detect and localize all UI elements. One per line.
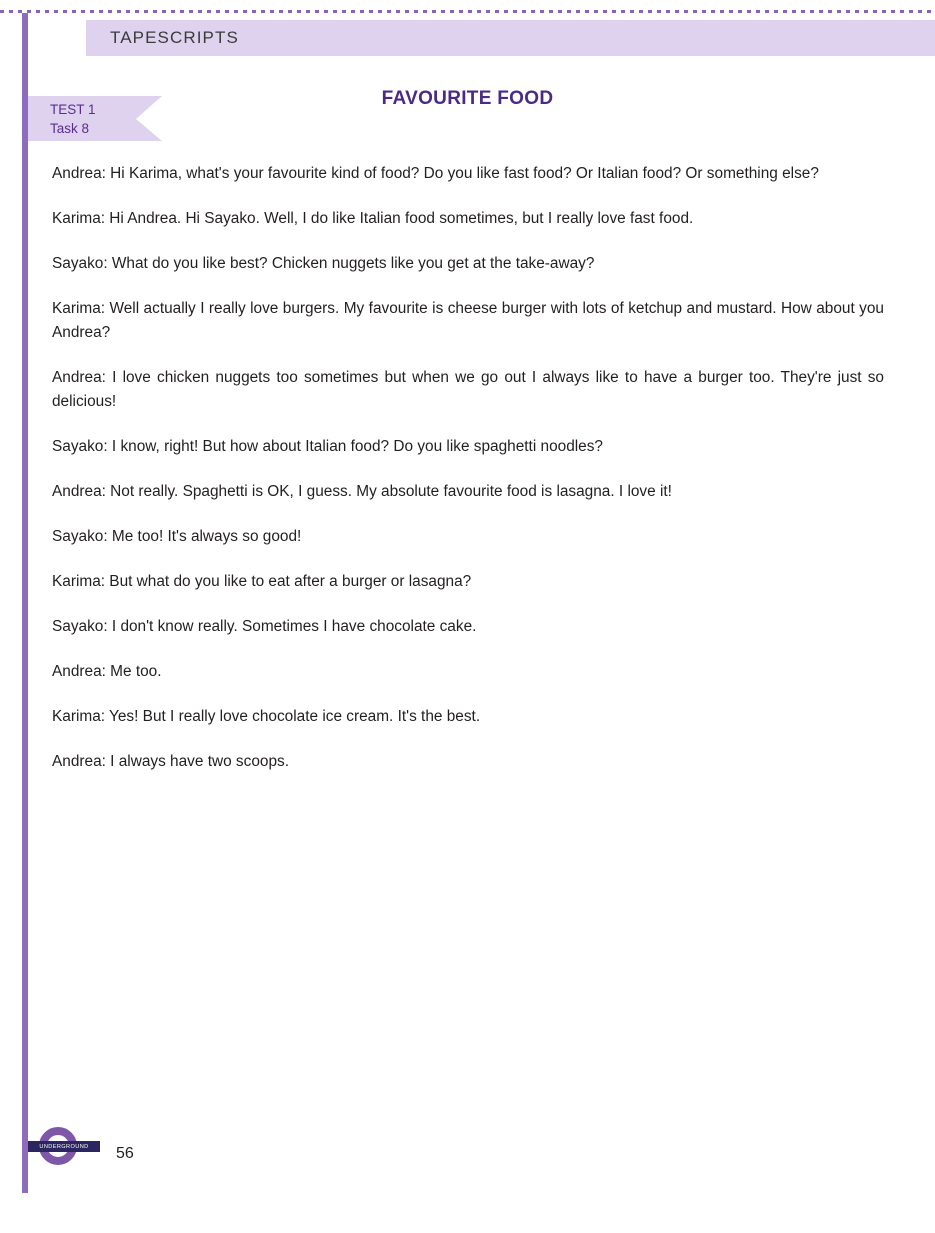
transcript-line: Andrea: Hi Karima, what's your favourite kind of food? Do you like fast food? Or Italian food? Or something else? (52, 165, 819, 182)
left-accent-bar (22, 13, 28, 1193)
transcript-line: Sayako: What do you like best? Chicken nuggets like you get at the take-away? (52, 255, 595, 272)
page-title: FAVOURITE FOOD (381, 88, 554, 109)
transcript-line: Karima: Well actually I really love burgers. My favourite is cheese burger with lots of ketchup and mustard. How about you Andrea? (52, 300, 884, 341)
test-label: TEST 1 (50, 102, 96, 117)
transcript-line: Andrea: I love chicken nuggets too sometimes but when we go out I always like to have a burger too. They're just so delicious! (52, 369, 884, 410)
transcript-line: Karima: But what do you like to eat after a burger or lasagna? (52, 573, 472, 590)
transcript-line: Andrea: Not really. Spaghetti is OK, I guess. My absolute favourite food is lasagna. I love it! (52, 483, 672, 500)
underground-roundel-icon (28, 1127, 100, 1181)
top-dotted-rule (0, 10, 935, 13)
transcript-line: Karima: Yes! But I really love chocolate ice cream. It's the best. (52, 708, 481, 725)
page-footer (28, 1127, 134, 1181)
transcript-body (52, 162, 884, 774)
transcript-line: Sayako: Me too! It's always so good! (52, 528, 302, 545)
transcript-line: Andrea: Me too. (52, 663, 162, 680)
roundel-label: UNDERGROUND (39, 1143, 89, 1150)
page-number: 56 (116, 1145, 134, 1162)
transcript-line: Karima: Hi Andrea. Hi Sayako. Well, I do like Italian food sometimes, but I really love fast food. (52, 210, 694, 227)
transcript-line: Sayako: I know, right! But how about Italian food? Do you like spaghetti noodles? (52, 438, 603, 455)
transcript-line: Andrea: I always have two scoops. (52, 753, 289, 770)
header-title: TAPESCRIPTS (110, 28, 239, 47)
roundel-bar (28, 1141, 100, 1152)
transcript-line: Sayako: I don't know really. Sometimes I have chocolate cake. (52, 618, 477, 635)
task-label: Task 8 (50, 121, 90, 136)
